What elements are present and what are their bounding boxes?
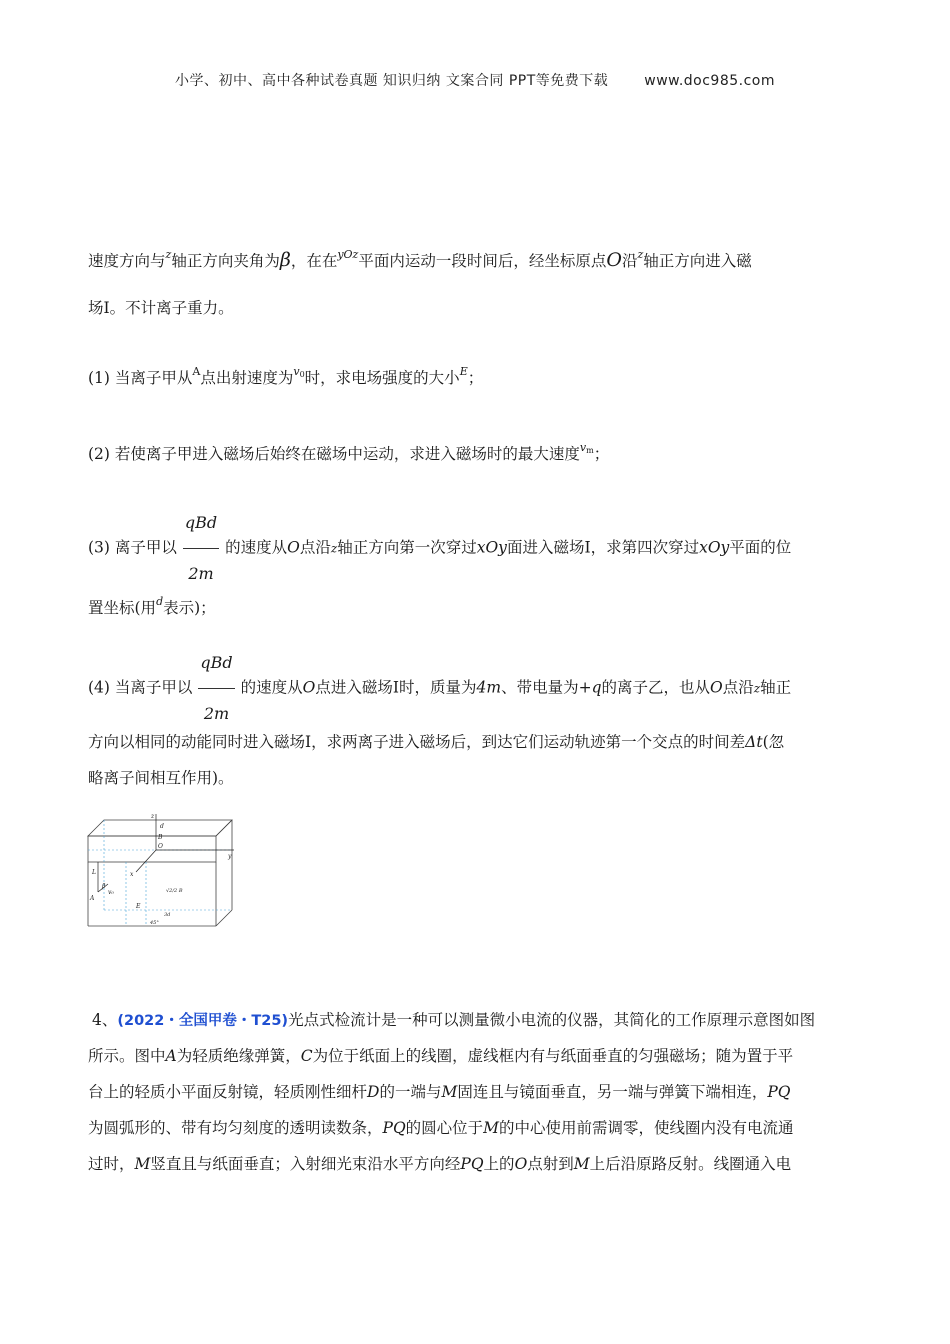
question-4: (4) 当离子甲以 $\frac{\text{qBd}}{2m}$ 的速度从O点进入磁场Ⅰ时，质量为4m、带电量为+q的离子乙，也从O点沿z轴正: [88, 640, 878, 737]
page-header: [0, 70, 950, 90]
question-2: (2) 若使离子甲进入磁场后始终在磁场中运动，求进入磁场时的最大速度$^{vm}$；: [88, 441, 610, 463]
problem-4-line-5: 过时，M竖直且与纸面垂直；入射细光束沿水平方向经PQ上的O点射到M上后沿原路反射。线圈通入电: [88, 1155, 792, 1173]
question-1: (1) 当离子甲从$^A$点出射速度为$^{v0}$时，求电场强度的大小$^E$；: [88, 365, 484, 387]
label-d: d: [160, 823, 164, 830]
problem-4-line-3: 台上的轻质小平面反射镜，轻质刚性细杆D的一端与M固连且与镜面垂直，另一端与弹簧下端相连，PQ: [88, 1083, 791, 1101]
problem-4-line-2: 所示。图中A为轻质绝缘弹簧，C为位于纸面上的线圈，虚线框内有与纸面垂直的匀强磁场；随为置于平: [88, 1047, 794, 1065]
fraction: $\frac{\text{qBd}}{2m}$: [198, 640, 234, 737]
label-B: B: [158, 834, 163, 841]
label-z: z: [151, 813, 155, 820]
label-3d: 3d: [164, 912, 171, 918]
label-angle: 45°: [150, 920, 159, 926]
label-B2: √2/2 B: [166, 888, 183, 894]
fraction: $\frac{\text{qBd}}{2m}$: [183, 500, 219, 597]
header-site[interactable]: www.doc985.com: [644, 73, 776, 89]
question-3: (3) 离子甲以 $\frac{\text{qBd}}{2m}$ 的速度从O点沿z轴正方向第一次穿过xOy面进入磁场Ⅰ，求第四次穿过xOy平面的位: [88, 500, 878, 597]
problem-4-line-4: 为圆弧形的、带有均匀刻度的透明读数条，PQ的圆心位于M的中心使用前需调零，使线圈内没有电流通: [88, 1119, 794, 1137]
label-L: L: [92, 869, 96, 876]
label-O: O: [158, 843, 163, 850]
header-text: 小学、初中、高中各种试卷真题 知识归纳 文案合同 PPT等免费下载: [174, 73, 609, 89]
intro-line-2: 场Ⅰ。不计离子重力。: [88, 299, 234, 317]
label-E: E: [136, 903, 141, 910]
source-link[interactable]: (2022・全国甲卷・T25): [117, 1013, 289, 1029]
label-x: x: [130, 871, 134, 878]
label-A: A: [90, 895, 95, 902]
question-3-line-2: 置坐标(用$^d$表示)；: [88, 595, 216, 617]
label-y: y: [228, 853, 232, 860]
label-v0: v₀: [108, 889, 114, 896]
label-beta: β: [102, 883, 106, 890]
problem-4-line-1: 4、(2022・全国甲卷・T25)光点式检流计是一种可以测量微小电流的仪器，其简化的工作原理示意图如图: [92, 1011, 816, 1029]
intro-line-1: 速度方向与$^z$轴正方向夹角为β，在在$^{yOz}$平面内运动一段时间后，经坐标原点O沿$^z$轴正方向进入磁: [88, 248, 752, 271]
question-4-line-2: 方向以相同的动能同时进入磁场Ⅰ，求两离子进入磁场后，到达它们运动轨迹第一个交点的时间差Δt(忽: [88, 733, 785, 751]
question-4-line-3: 略离子间相互作用)。: [88, 769, 234, 787]
physics-diagram: [86, 812, 234, 930]
